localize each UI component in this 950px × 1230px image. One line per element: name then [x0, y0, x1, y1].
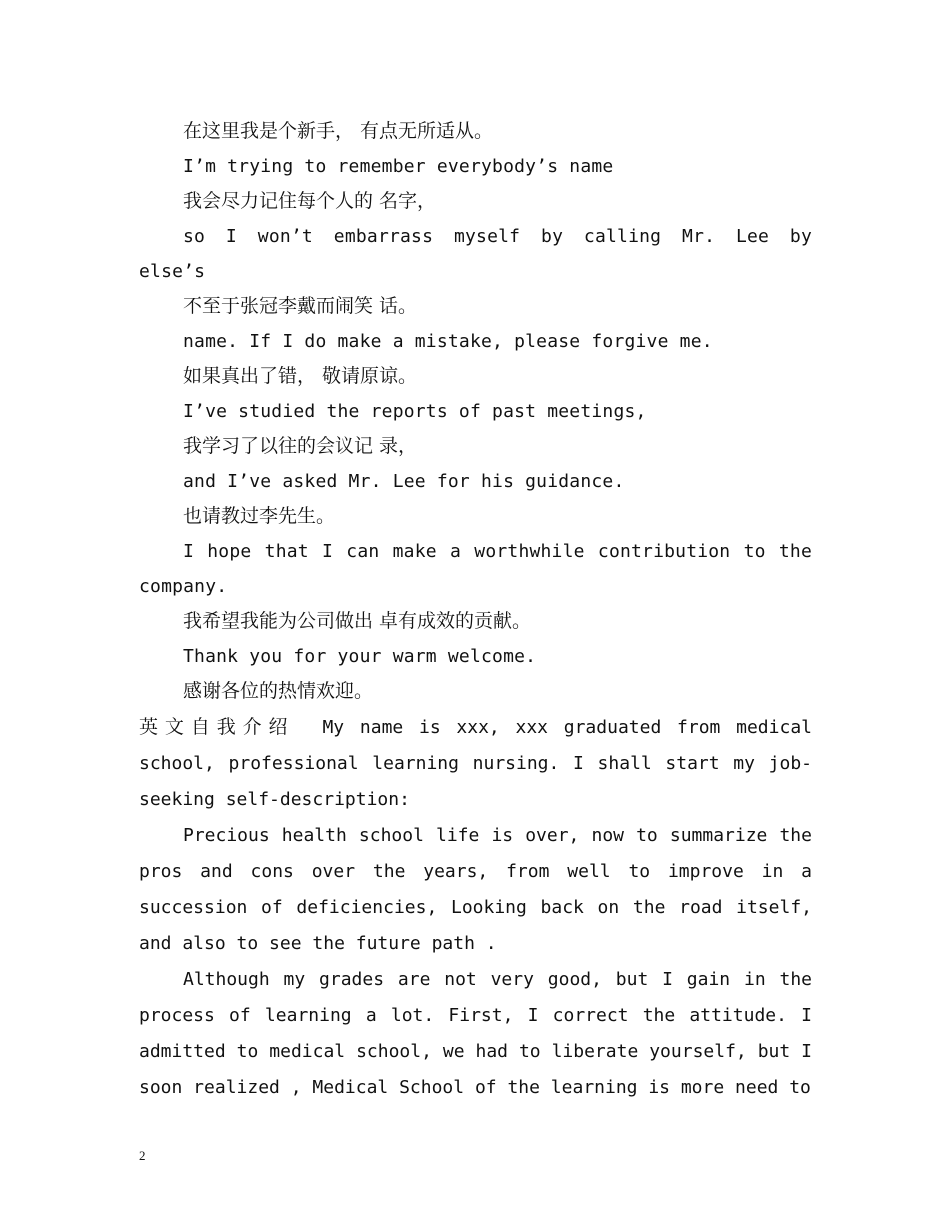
line-en-remember-names: I’m trying to remember everybody’s name — [183, 156, 614, 177]
document-body — [139, 114, 812, 1106]
line-zh-welcome: 感谢各位的热情欢迎。 — [183, 680, 374, 702]
line-en-embarrass-cont: else’s — [139, 261, 206, 282]
line-en-guidance: and I’ve asked Mr. Lee for his guidance. — [183, 471, 625, 492]
line-en-embarrass: so I won’t embarrass myself by calling Mr. Lee by — [183, 226, 812, 247]
line-en-welcome: Thank you for your warm welcome. — [183, 646, 537, 667]
paragraph-intro — [139, 709, 812, 818]
line-en-studied: I’ve studied the reports of past meetings, — [183, 401, 647, 422]
line-en-contribution: I hope that I can make a worthwhile contribution to the — [183, 541, 812, 562]
line-en-forgive: name. If I do make a mistake, please forgive me. — [183, 331, 713, 352]
line-zh-guidance: 也请教过李先生。 — [183, 505, 336, 527]
line-zh-studied: 我学习了以往的会议记 录， — [183, 435, 418, 457]
line-en-contribution-cont: company. — [139, 576, 228, 597]
line-zh-contribution: 我希望我能为公司做出 卓有成效的贡献。 — [183, 610, 532, 632]
paragraph-intro-text: My name is xxx, xxx graduated from medical school, professional learning nursing. I shall start my job-seeking self-description: — [139, 717, 812, 810]
section-title: 英文自我介绍 — [139, 716, 295, 738]
paragraph-three: Although my grades are not very good, but I gain in the process of learning a lot. First, I correct the attitude. I admitted to medical school, we had to liberate yourself, but I soon realized , Medical School of the learning is more need to — [139, 969, 812, 1098]
line-zh-forgive: 如果真出了错， 敬请原谅。 — [183, 365, 418, 387]
line-zh-remember-names: 我会尽力记住每个人的 名字， — [183, 190, 437, 212]
paragraph-two: Precious health school life is over, now to summarize the pros and cons over the years, from well to improve in a succession of deficiencies, Looking back on the road itself, and also to see the future path . — [139, 825, 812, 954]
line-zh-embarrass: 不至于张冠李戴而闹笑 话。 — [183, 295, 418, 317]
page-number: 2 — [139, 1148, 146, 1163]
line-zh-newcomer: 在这里我是个新手， 有点无所适从。 — [183, 120, 494, 142]
